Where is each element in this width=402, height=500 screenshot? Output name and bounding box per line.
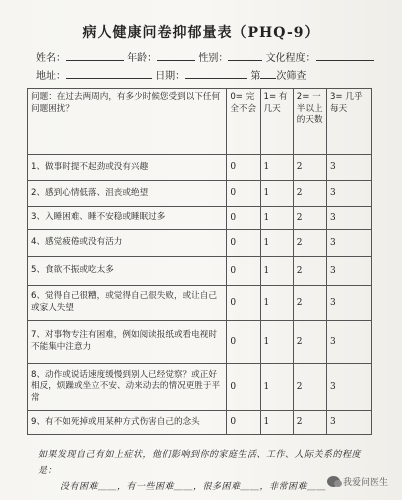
info-row-personal [36, 49, 374, 64]
score-option[interactable]: 1 [260, 364, 293, 411]
item-text: 8、动作或说话速度缓慢到别人已经觉察？或正好相反，烦躁或坐立不安、动来动去的情况更胜于平常 [28, 364, 227, 411]
date-label: 日期： [155, 71, 186, 82]
table-row [28, 181, 372, 207]
score-option[interactable]: 0 [227, 257, 260, 286]
score-option[interactable]: 0 [227, 286, 260, 321]
score-option[interactable]: 1 [260, 230, 293, 257]
score-option[interactable]: 0 [227, 364, 260, 411]
address-label: 地址： [36, 71, 66, 82]
address-field[interactable] [66, 68, 152, 79]
table-row [28, 230, 372, 257]
score-option[interactable]: 1 [260, 286, 293, 321]
screen-suffix: 次筛查 [276, 71, 307, 82]
score-option[interactable]: 1 [260, 321, 293, 364]
phq9-table [27, 88, 372, 435]
watermark-text: 我爱问医生 [342, 478, 388, 488]
gender-field[interactable] [228, 50, 262, 61]
option-header: 0= 完全不会 [227, 89, 260, 155]
item-text: 4、感觉疲倦或没有活力 [28, 230, 227, 257]
score-option[interactable]: 2 [293, 155, 326, 181]
score-option[interactable]: 3 [326, 364, 371, 411]
education-label: 文化程度： [265, 53, 316, 64]
score-option[interactable]: 3 [326, 230, 371, 257]
screen-prefix: 第 [250, 71, 261, 82]
table-row [28, 321, 372, 364]
score-option[interactable]: 0 [227, 181, 260, 207]
name-label: 姓名： [36, 53, 66, 64]
age-label: 年龄： [127, 53, 158, 64]
score-option[interactable]: 2 [293, 181, 326, 207]
score-option[interactable]: 3 [326, 257, 371, 286]
gender-label: 性别： [198, 53, 229, 64]
date-field[interactable] [185, 68, 247, 79]
option-header: 2= 一半以上的天数 [293, 89, 326, 155]
score-option[interactable]: 1 [260, 207, 293, 230]
score-option[interactable]: 1 [260, 181, 293, 207]
score-option[interactable]: 2 [293, 286, 326, 321]
impact-options[interactable]: 没有困难＿＿，有一些困难＿＿，很多困难＿＿，非常困难＿＿ [60, 482, 327, 492]
item-text: 6、觉得自己很糟，或觉得自己很失败，或让自己或家人失望 [28, 286, 227, 321]
item-text: 5、食欲不振或吃太多 [28, 257, 227, 286]
age-field[interactable] [157, 50, 195, 61]
score-option[interactable]: 3 [326, 286, 371, 321]
score-option[interactable]: 1 [260, 257, 293, 286]
item-text: 1、做事时提不起劲或没有兴趣 [28, 155, 227, 181]
question-header: 问题：在过去两周内，有多少时候您受到以下任何问题困扰？ [28, 89, 227, 155]
screen-number-field[interactable] [260, 68, 276, 79]
score-option[interactable]: 0 [227, 411, 260, 435]
score-option[interactable]: 1 [260, 155, 293, 181]
option-header: 1= 有几天 [260, 89, 293, 155]
impact-question-text: 如果发现自己有如上症状，他们影响到你的家庭生活、工作、人际关系的程度是： [38, 450, 362, 476]
table-row [28, 207, 372, 230]
table-row [28, 286, 372, 321]
score-option[interactable]: 1 [260, 411, 293, 435]
option-header: 3= 几乎每天 [326, 89, 371, 155]
score-option[interactable]: 3 [326, 181, 371, 207]
education-field[interactable] [316, 50, 374, 61]
score-option[interactable]: 0 [227, 207, 260, 230]
info-row-visit [36, 67, 306, 82]
score-option[interactable]: 2 [293, 207, 326, 230]
score-option[interactable]: 3 [326, 321, 371, 364]
score-option[interactable]: 2 [293, 411, 326, 435]
page-title: 病人健康问卷抑郁量表（PHQ-9） [82, 25, 320, 41]
item-text: 9、有不如死掉或用某种方式伤害自己的念头 [28, 411, 227, 435]
item-text: 7、对事物专注有困难，例如阅读报纸或看电视时不能集中注意力 [28, 321, 227, 364]
score-option[interactable]: 2 [293, 257, 326, 286]
score-option[interactable]: 3 [326, 155, 371, 181]
score-option[interactable]: 0 [227, 321, 260, 364]
watermark [327, 475, 388, 488]
table-row [28, 155, 372, 181]
score-option[interactable]: 0 [227, 230, 260, 257]
impact-question [38, 447, 374, 495]
name-field[interactable] [66, 50, 124, 61]
item-text: 3、入睡困难、睡不安稳或睡眠过多 [28, 207, 227, 230]
table-header-row [28, 89, 372, 155]
table-row [28, 411, 372, 435]
wechat-icon [327, 476, 340, 487]
score-option[interactable]: 2 [293, 364, 326, 411]
item-text: 2、感到心情低落、沮丧或绝望 [28, 181, 227, 207]
score-option[interactable]: 3 [326, 411, 371, 435]
table-row [28, 364, 372, 411]
score-option[interactable]: 2 [293, 230, 326, 257]
score-option[interactable]: 0 [227, 155, 260, 181]
score-option[interactable]: 2 [293, 321, 326, 364]
table-row [28, 257, 372, 286]
score-option[interactable]: 3 [326, 207, 371, 230]
